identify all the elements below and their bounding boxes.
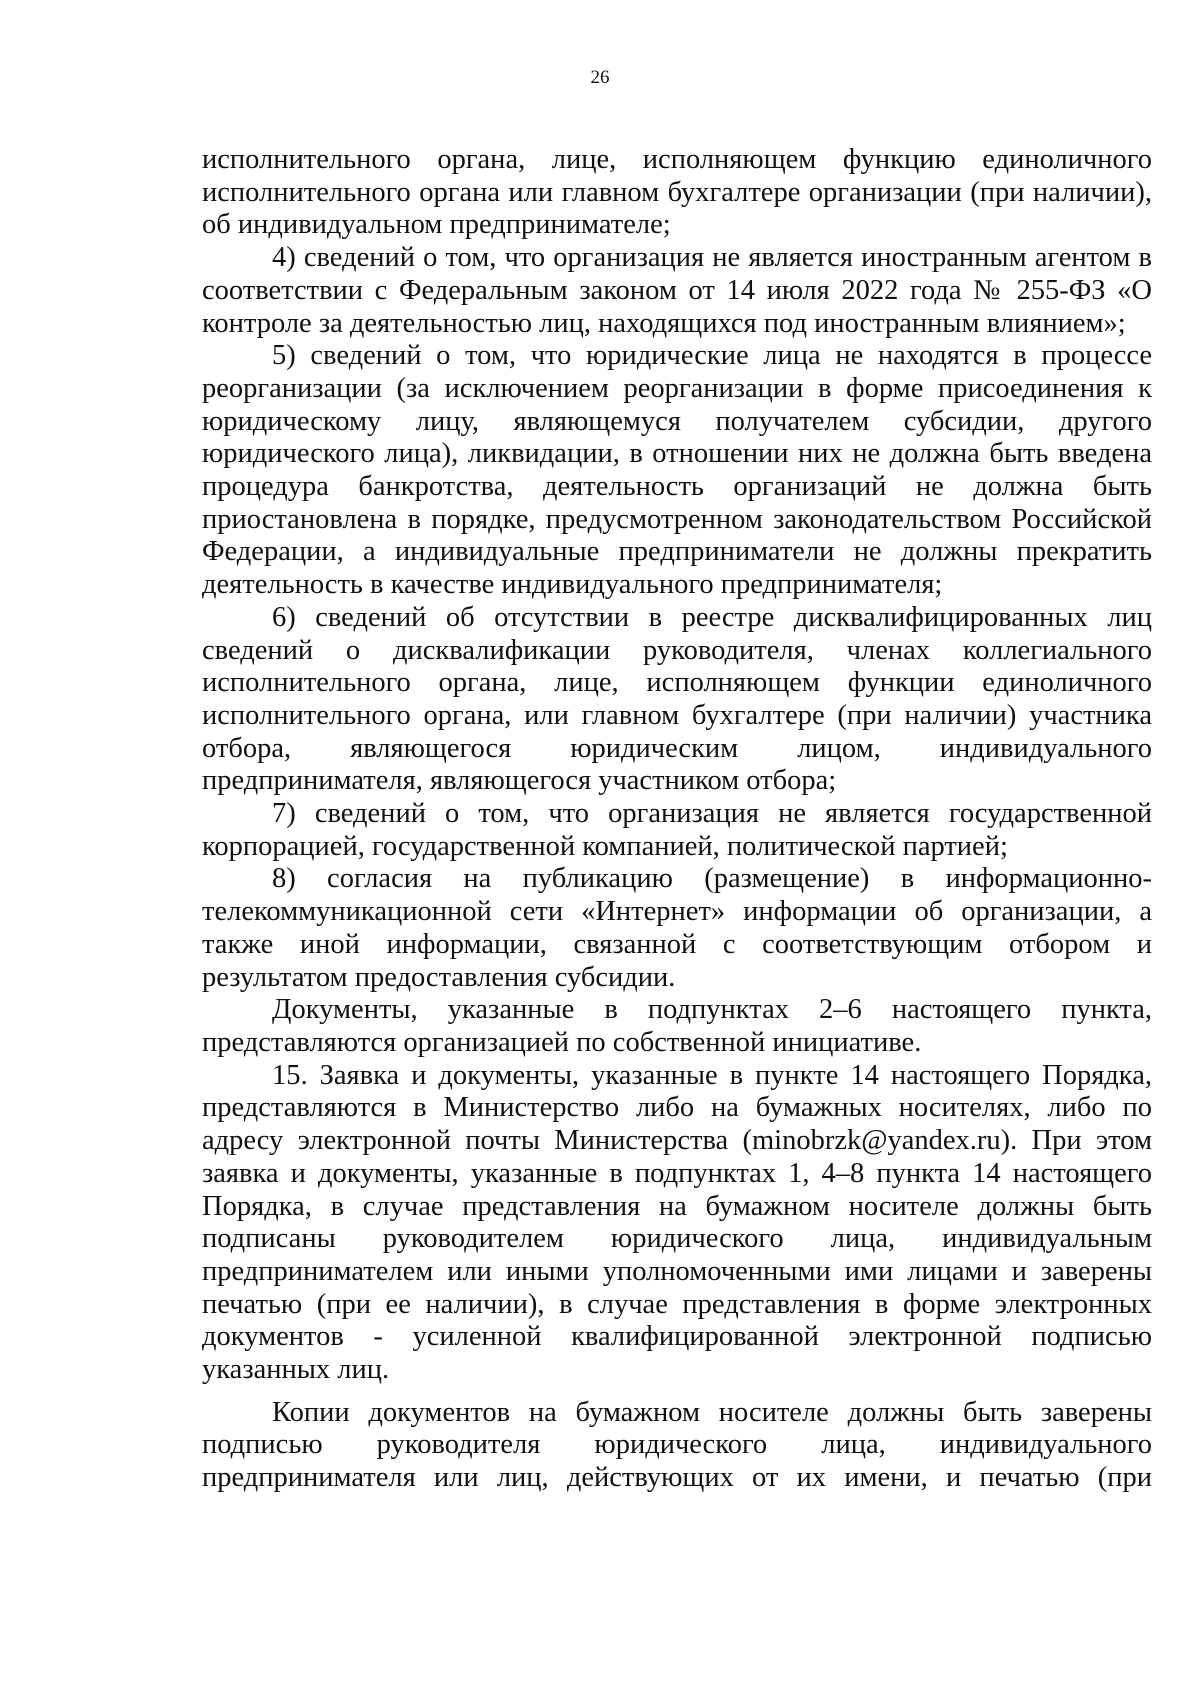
- paragraph-item-6-disqualified-persons: 6) сведений об отсутствии в реестре дисквалифицированных лиц сведений о дисквалификации руководителя, членах коллегиального исполнительного органа, лице, исполняющем функции единоличного исполнительного органа, или главном бухгалтере (при наличии) участника отбора, являющегося юридическим лицом, индивидуального предпринимателя, являющегося участником отбора;: [202, 601, 1152, 797]
- paragraph-item-8-publication-consent: 8) согласия на публикацию (размещение) в информационно-телекоммуникационной сети «Интернет» информации об организации, а также иной информации, связанной с соответствующим отбором и результатом предоставления субсидии.: [202, 863, 1152, 993]
- paragraph-item-4-foreign-agent: 4) сведений о том, что организация не является иностранным агентом в соответствии с Федеральным законом от 14 июля 2022 года № 255-ФЗ «О контроле за деятельностью лиц, находящихся под иностранным влиянием»;: [202, 242, 1152, 339]
- paragraph-executive-body: исполнительного органа, лице, исполняющем функцию единоличного исполнительного органа или главном бухгалтере организации (при наличии), об индивидуальном предпринимателе;: [202, 144, 1152, 241]
- document-body: [202, 144, 1152, 1495]
- paragraph-copies-certification: Копии документов на бумажном носителе должны быть заверены подписью руководителя юридического лица, индивидуального предпринимателя или лиц, действующих от их имени, и печатью (при: [202, 1396, 1152, 1494]
- paragraph-item-7-state-corporation: 7) сведений о том, что организация не является государственной корпорацией, государственной компанией, политической партией;: [202, 798, 1152, 862]
- page-number: 26: [590, 67, 610, 88]
- paragraph-section-15-submission: 15. Заявка и документы, указанные в пункте 14 настоящего Порядка, представляются в Министерство либо на бумажных носителях, либо по адресу электронной почты Министерства (minobrzk@yandex.ru). При этом заявка и документы, указанные в подпунктах 1, 4–8 пункта 14 настоящего Порядка, в случае представления на бумажном носителе должны быть подписаны руководителем юридического лица, индивидуальным предпринимателем или иными уполномоченными ими лицами и заверены печатью (при ее наличии), в случае представления в форме электронных документов - усиленной квалифицированной электронной подписью указанных лиц.: [202, 1059, 1152, 1386]
- paragraph-item-5-reorganization: 5) сведений о том, что юридические лица не находятся в процессе реорганизации (за исключением реорганизации в форме присоединения к юридическому лицу, являющемуся получателем субсидии, другого юридического лица), ликвидации, в отношении них не должна быть введена процедура банкротства, деятельность организаций не должна быть приостановлена в порядке, предусмотренном законодательством Российской Федерации, а индивидуальные предприниматели не должны прекратить деятельность в качестве индивидуального предпринимателя;: [202, 340, 1152, 601]
- paragraph-documents-own-initiative: Документы, указанные в подпунктах 2–6 настоящего пункта, представляются организацией по собственной инициативе.: [202, 994, 1152, 1058]
